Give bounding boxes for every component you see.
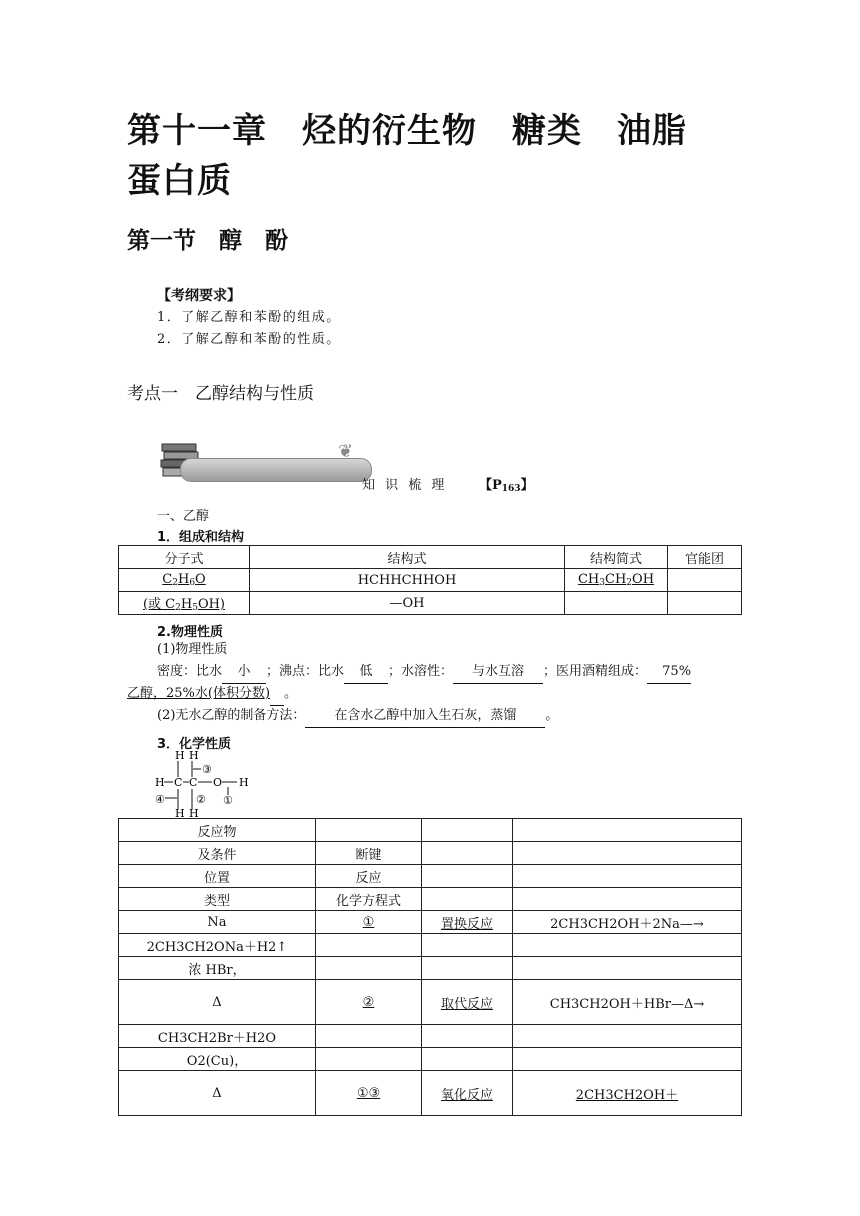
anhydrous-ethanol-line: (2)无水乙醇的制备方法： 在含水乙醇中加入生石灰，蒸馏 。 [157, 705, 558, 728]
solubility-answer: 与水互溶 [453, 661, 543, 684]
ethanol-structure-diagram [155, 749, 255, 819]
table-row [119, 934, 742, 957]
table-cell: 反应 [316, 865, 422, 888]
table-cell [422, 819, 513, 842]
table-cell: —OH [250, 592, 565, 615]
table-cell [668, 592, 742, 615]
requirement-item: 2．了解乙醇和苯酚的性质。 [157, 332, 341, 347]
table-row [119, 1071, 742, 1116]
table-cell: 反应物 [119, 819, 316, 842]
table-row [119, 865, 742, 888]
table-cell [422, 865, 513, 888]
table-row [119, 911, 742, 934]
svg-text:④: ④ [155, 793, 165, 806]
table-cell [513, 1048, 742, 1071]
table-cell: 取代反应 [422, 980, 513, 1025]
table-cell: ① [316, 911, 422, 934]
table-cell: Na [119, 911, 316, 934]
table-cell [513, 957, 742, 980]
table-cell [565, 592, 668, 615]
table-cell: 2CH3CH2ONa＋H2↑ [119, 934, 316, 957]
boiling-point-answer: 低 [344, 661, 388, 684]
table-cell [422, 934, 513, 957]
table-header: 官能团 [668, 546, 742, 569]
table-cell [668, 569, 742, 592]
table-cell: HCHHCHHOH [250, 569, 565, 592]
leaf-icon: ❦ [338, 441, 354, 462]
table-cell [316, 934, 422, 957]
requirements-heading: 【考纲要求】 [157, 288, 241, 304]
svg-text:H: H [175, 749, 185, 762]
svg-text:H: H [175, 807, 185, 819]
table-cell [422, 1048, 513, 1071]
banner-label: 知 识 梳 理 [362, 478, 448, 493]
alcohol-composition-answer: 75% [647, 661, 691, 684]
table-header: 分子式 [119, 546, 250, 569]
subsection-subtitle: (1)物理性质 [157, 642, 228, 657]
table-row [119, 1025, 742, 1048]
physical-properties-line2: 乙醇，25%水(体积分数) 。 [127, 683, 297, 706]
table-cell [513, 1025, 742, 1048]
table-cell [513, 842, 742, 865]
table-cell [316, 1025, 422, 1048]
chapter-title-line2: 蛋白质 [127, 161, 232, 201]
table-cell: 2CH3CH2OH＋2Na—→ [513, 911, 742, 934]
chapter-title-line1: 第十一章 烃的衍生物 糖类 油脂 [127, 111, 687, 151]
table-cell [513, 819, 742, 842]
subsection-title: 1．组成和结构 [157, 530, 245, 545]
table-cell: 2CH3CH2OH＋ [513, 1071, 742, 1116]
table-cell [422, 888, 513, 911]
requirement-item: 1．了解乙醇和苯酚的组成。 [157, 310, 341, 325]
table-cell: 及条件 [119, 842, 316, 865]
table-cell [422, 1025, 513, 1048]
svg-text:①: ① [223, 794, 233, 807]
table-cell: 类型 [119, 888, 316, 911]
table-row [119, 957, 742, 980]
preparation-answer: 在含水乙醇中加入生石灰，蒸馏 [305, 705, 545, 728]
table-row [119, 569, 742, 592]
table-cell [513, 888, 742, 911]
table-cell: Δ [119, 1071, 316, 1116]
table-cell [316, 819, 422, 842]
table-cell: 化学方程式 [316, 888, 422, 911]
table-cell: Δ [119, 980, 316, 1025]
table-row [119, 1048, 742, 1071]
composition-table [118, 545, 742, 615]
chapter-title [127, 106, 687, 206]
table-cell: 位置 [119, 865, 316, 888]
svg-text:H: H [189, 749, 199, 762]
table-cell: ①③ [316, 1071, 422, 1116]
subsection-title: 3．化学性质 [157, 737, 232, 752]
table-cell: 氧化反应 [422, 1071, 513, 1116]
table-cell [513, 934, 742, 957]
table-header: 结构简式 [565, 546, 668, 569]
table-row [119, 546, 742, 569]
table-header: 结构式 [250, 546, 565, 569]
density-answer: 小 [222, 661, 266, 684]
svg-text:③: ③ [202, 763, 212, 776]
svg-text:H: H [239, 776, 249, 789]
alcohol-composition-answer-cont: 乙醇，25%水(体积分数) [127, 686, 271, 701]
table-row [119, 842, 742, 865]
section-title: 第一节 醇 酚 [127, 228, 288, 254]
table-row [119, 592, 742, 615]
table-cell: 浓 HBr， [119, 957, 316, 980]
table-cell: CH3CH2Br＋H2O [119, 1025, 316, 1048]
svg-text:C: C [174, 776, 183, 789]
table-cell [513, 865, 742, 888]
table-row [119, 819, 742, 842]
table-cell: (或 $C_2H_5OH$) [119, 592, 250, 615]
table-cell: CH3CH2OH＋HBr—Δ→ [513, 980, 742, 1025]
table-cell: $CH_3CH_2OH$ [565, 569, 668, 592]
table-cell [422, 842, 513, 865]
table-cell: 置换反应 [422, 911, 513, 934]
svg-text:H: H [155, 776, 165, 789]
table-cell [422, 957, 513, 980]
svg-text:O: O [213, 776, 223, 789]
table-cell: O2(Cu)， [119, 1048, 316, 1071]
chemical-properties-table [118, 818, 742, 1116]
subsection-title: 2.物理性质 [157, 625, 223, 640]
svg-text:②: ② [196, 793, 206, 806]
topic-heading: 考点一 乙醇结构与性质 [127, 384, 314, 404]
table-row [119, 980, 742, 1025]
table-cell: ② [316, 980, 422, 1025]
svg-text:C: C [189, 776, 198, 789]
table-cell: 断键 [316, 842, 422, 865]
page-reference: 【$P_{163}$】 [479, 478, 534, 494]
svg-text:H: H [189, 807, 199, 819]
table-row [119, 888, 742, 911]
part-title: 一、乙醇 [157, 509, 210, 524]
table-cell [316, 1048, 422, 1071]
physical-properties-line: 密度：比水 小 ；沸点：比水 低 ；水溶性： 与水互溶 ；医用酒精组成： 75% [157, 661, 747, 684]
table-cell: $C_2H_6O$ [119, 569, 250, 592]
table-cell [316, 957, 422, 980]
